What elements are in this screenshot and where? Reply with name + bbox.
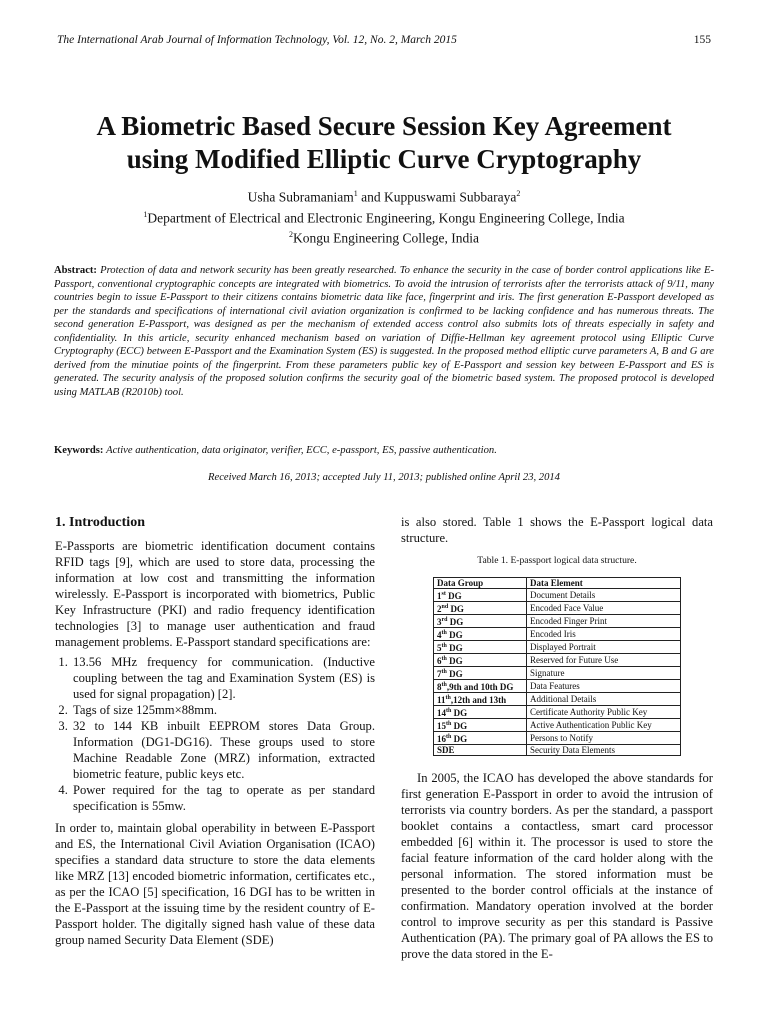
ordinal-suffix: th xyxy=(441,669,447,675)
data-group-suffix: ,9th and 10th DG xyxy=(446,682,514,692)
data-element-cell: Security Data Elements xyxy=(527,745,681,756)
author-1: Usha Subramaniam xyxy=(247,189,354,205)
paper-title xyxy=(40,110,728,176)
data-group-cell xyxy=(434,732,527,745)
table-row xyxy=(434,719,681,732)
intro-paragraph-1: E-Passports are biometric identification document contains RFID tags [9], which are used to store data, processing the information at low cost and transmitting the information wirelessly. E-Passport is incorporated with biometrics, Public Key Infrastructure (PKI) and radio frequency identification technologies [3] to manage user authentication and fraud management problems. E-Passport standard specifications are: xyxy=(55,539,375,649)
ordinal-suffix: th xyxy=(441,630,447,636)
data-group-suffix: DG xyxy=(451,734,468,744)
affiliation-1-mark: 1 xyxy=(143,209,148,219)
ordinal-suffix: nd xyxy=(441,604,449,610)
abstract xyxy=(54,264,714,399)
ordinal-suffix: th xyxy=(441,682,447,688)
ordinal-suffix: th xyxy=(446,708,452,714)
data-group-cell xyxy=(434,719,527,732)
right-column xyxy=(401,514,713,962)
table-row xyxy=(434,706,681,719)
table-row xyxy=(434,680,681,693)
left-column xyxy=(55,514,375,948)
data-group-suffix: DG xyxy=(446,643,463,653)
affiliation-1 xyxy=(40,206,728,227)
spec-list-item: 2. Tags of size 125mm×88mm. xyxy=(71,702,375,718)
table-row xyxy=(434,641,681,654)
table-row xyxy=(434,589,681,602)
ordinal-suffix: th xyxy=(441,643,447,649)
data-group-suffix: DG xyxy=(445,591,462,601)
data-group-cell xyxy=(434,615,527,628)
ordinal-suffix: rd xyxy=(441,617,448,623)
intro-paragraph-2: In order to, maintain global operability in between E-Passport and ES, the International Civil Aviation Organisation (ICAO) specifies a standard data structure to store the data elements like MRZ [13] encoded biometric information, certificates etc., as per the ICAO [5] specification, 16 DGI has to be written in the E-Passport at the issuing time by the resident country of E-Passport holder. The digitally signed hash value of these data group named Security Data Element (SDE) xyxy=(55,821,375,947)
data-element-cell: Encoded Finger Print xyxy=(527,615,681,628)
data-group-number: 3 xyxy=(437,617,442,627)
spec-list-item: 4. Power required for the tag to operate as per standard specification is 55mw. xyxy=(71,782,375,814)
data-element-cell: Displayed Portrait xyxy=(527,641,681,654)
journal-citation: The International Arab Journal of Information Technology, Vol. 12, No. 2, March 2015 xyxy=(57,34,457,46)
data-group-number: 5 xyxy=(437,643,442,653)
table-row xyxy=(434,732,681,745)
affiliation-1-text: Department of Electrical and Electronic Engineering, Kongu Engineering College, India xyxy=(147,210,625,225)
table-1-caption: Table 1. E-passport logical data structure. xyxy=(477,555,637,566)
data-element-cell: Certificate Authority Public Key xyxy=(527,706,681,719)
ordinal-suffix: th xyxy=(446,721,452,727)
keywords xyxy=(54,444,714,458)
spec-list-item: 3. 32 to 144 KB inbuilt EEPROM stores Data Group. Information (DG1-DG16). These groups used to store Machine Readable Zone (MRZ) information, extracted biometric feature, public keys etc. xyxy=(71,718,375,782)
data-group-cell xyxy=(434,745,527,756)
data-group-number: 4 xyxy=(437,630,442,640)
data-element-cell: Active Authentication Public Key xyxy=(527,719,681,732)
data-group-suffix: DG xyxy=(451,708,468,718)
data-element-cell: Document Details xyxy=(527,589,681,602)
data-group-suffix: DG xyxy=(446,630,463,640)
data-group-cell xyxy=(434,654,527,667)
ordinal-suffix: th xyxy=(445,695,451,701)
data-element-cell: Additional Details xyxy=(527,693,681,706)
data-group-number: 16 xyxy=(437,734,446,744)
data-group-cell xyxy=(434,641,527,654)
ordinal-suffix: st xyxy=(441,591,446,597)
title-line-1: A Biometric Based Secure Session Key Agreement xyxy=(96,111,672,141)
author-2-affiliation-mark: 2 xyxy=(516,189,521,198)
title-line-2: using Modified Elliptic Curve Cryptography xyxy=(126,144,642,174)
data-group-number: 15 xyxy=(437,721,446,731)
author-conjunction: and xyxy=(357,189,384,205)
table-row xyxy=(434,654,681,667)
table-row xyxy=(434,693,681,706)
keywords-label: Keywords: xyxy=(54,445,104,456)
data-group-cell xyxy=(434,680,527,693)
data-group-suffix: DG xyxy=(446,669,463,679)
data-group-number: 2 xyxy=(437,604,442,614)
table-row xyxy=(434,667,681,680)
data-element-cell: Data Features xyxy=(527,680,681,693)
data-group-number: 6 xyxy=(437,656,442,666)
table-1 xyxy=(433,577,681,756)
affiliation-2-mark: 2 xyxy=(289,230,294,239)
data-group-suffix: DG xyxy=(448,604,464,614)
table-1-body xyxy=(434,589,681,756)
table-header-row xyxy=(434,578,681,589)
data-group-suffix: DG xyxy=(447,617,464,627)
author-1-affiliation-mark: 1 xyxy=(353,189,358,198)
data-group-cell xyxy=(434,628,527,641)
data-element-cell: Encoded Face Value xyxy=(527,602,681,615)
keywords-text: Active authentication, data originator, verifier, ECC, e-passport, ES, passive authentication. xyxy=(106,445,497,456)
table-row xyxy=(434,745,681,756)
data-group-cell xyxy=(434,667,527,680)
abstract-text: Protection of data and network security has been greatly researched. To enhance the security in the case of border control applications like E-Passport, conventional cryptographic concepts are integrated with biometrics. To avoid the intrusion of terrorists after the terrorists attack of 9/11, many countries begin to issue E-Passport to their citizens contains biometric data like face, fingerprint and iris. The first generation E-Passport developed as per the standards and specifications of international civil aviation organization is confirmed to be lacking confidence and has numerous threats. The second generation E-Passport, was designed as per the mechanism of extended access control also submits lots of threats especially in safety and confidentiality. In this article, security enhanced mechanism based on variation of Diffie-Hellman key agreement protocol using Elliptic Curve Cryptography (ECC) between E-Passport and the Examination System (ES) is suggested. In the proposed method elliptic curve parameters A, B and G are derived from the minutiae points of the fingerprint. From these parameters public key of E-Passport and session key between E-Passport and ES is generated. The security analysis of the proposed solution confirms the security goal of the biometric based system. The proposed protocol is developed using MATLAB (R2010b) tool. xyxy=(54,265,715,398)
section-heading-introduction: 1. Introduction xyxy=(55,515,145,530)
data-group-number: 1 xyxy=(437,591,442,601)
intro-paragraph-2-continued: is also stored. Table 1 shows the E-Passport logical data structure. xyxy=(401,515,713,545)
ordinal-suffix: th xyxy=(446,734,452,740)
data-group-number: SDE xyxy=(437,745,455,755)
affiliation-2-text: Kongu Engineering College, India xyxy=(293,230,479,246)
data-element-cell: Encoded Iris xyxy=(527,628,681,641)
data-group-cell xyxy=(434,589,527,602)
author-names xyxy=(40,185,728,206)
data-group-number: 14 xyxy=(437,708,446,718)
data-group-number: 8 xyxy=(437,682,442,692)
data-element-cell: Signature xyxy=(527,667,681,680)
data-group-cell xyxy=(434,706,527,719)
received-dates: Received March 16, 2013; accepted July 11, 2013; published online April 23, 2014 xyxy=(208,472,560,483)
data-element-cell: Reserved for Future Use xyxy=(527,654,681,667)
data-group-suffix: DG xyxy=(446,656,463,666)
data-element-cell: Persons to Notify xyxy=(527,732,681,745)
spec-list xyxy=(55,654,375,814)
table-row xyxy=(434,615,681,628)
table-header-cell: Data Group xyxy=(434,578,527,589)
data-group-suffix: DG xyxy=(451,721,468,731)
intro-paragraph-3: In 2005, the ICAO has developed the above standards for first generation E-Passport in order to avoid the intrusion of terrorists via country borders. As per the standard, a passport booklet contains a contactless, smart card processor embedded [6] within it. The processor is used to store the facial feature information of the card holder along with the personal information. The stored information must be presented to the border control officials at the instance of confirmation. Mandatory operation involved at the border control to improve security as per this standard is Passive Authentication (PA). The primary goal of PA allows the ES to prove the data stored in the E- xyxy=(401,771,713,961)
data-group-cell xyxy=(434,693,527,706)
data-group-number: 11 xyxy=(437,695,446,705)
author-2: Kuppuswami Subbaraya xyxy=(384,189,517,205)
ordinal-suffix: th xyxy=(441,656,447,662)
data-group-suffix: ,12th and 13th xyxy=(450,695,507,705)
table-row xyxy=(434,602,681,615)
affiliation-2 xyxy=(40,226,728,247)
page-number: 155 xyxy=(693,34,711,46)
spec-list-item: 1. 13.56 MHz frequency for communication. (Inductive coupling between the tag and Examination System (ES) is used for signal propagation) [2]. xyxy=(71,654,375,702)
table-row xyxy=(434,628,681,641)
abstract-label: Abstract: xyxy=(54,265,97,276)
data-group-cell xyxy=(434,602,527,615)
table-header-cell: Data Element xyxy=(527,578,681,589)
author-block xyxy=(40,185,728,247)
running-head xyxy=(57,34,711,46)
data-group-number: 7 xyxy=(437,669,442,679)
